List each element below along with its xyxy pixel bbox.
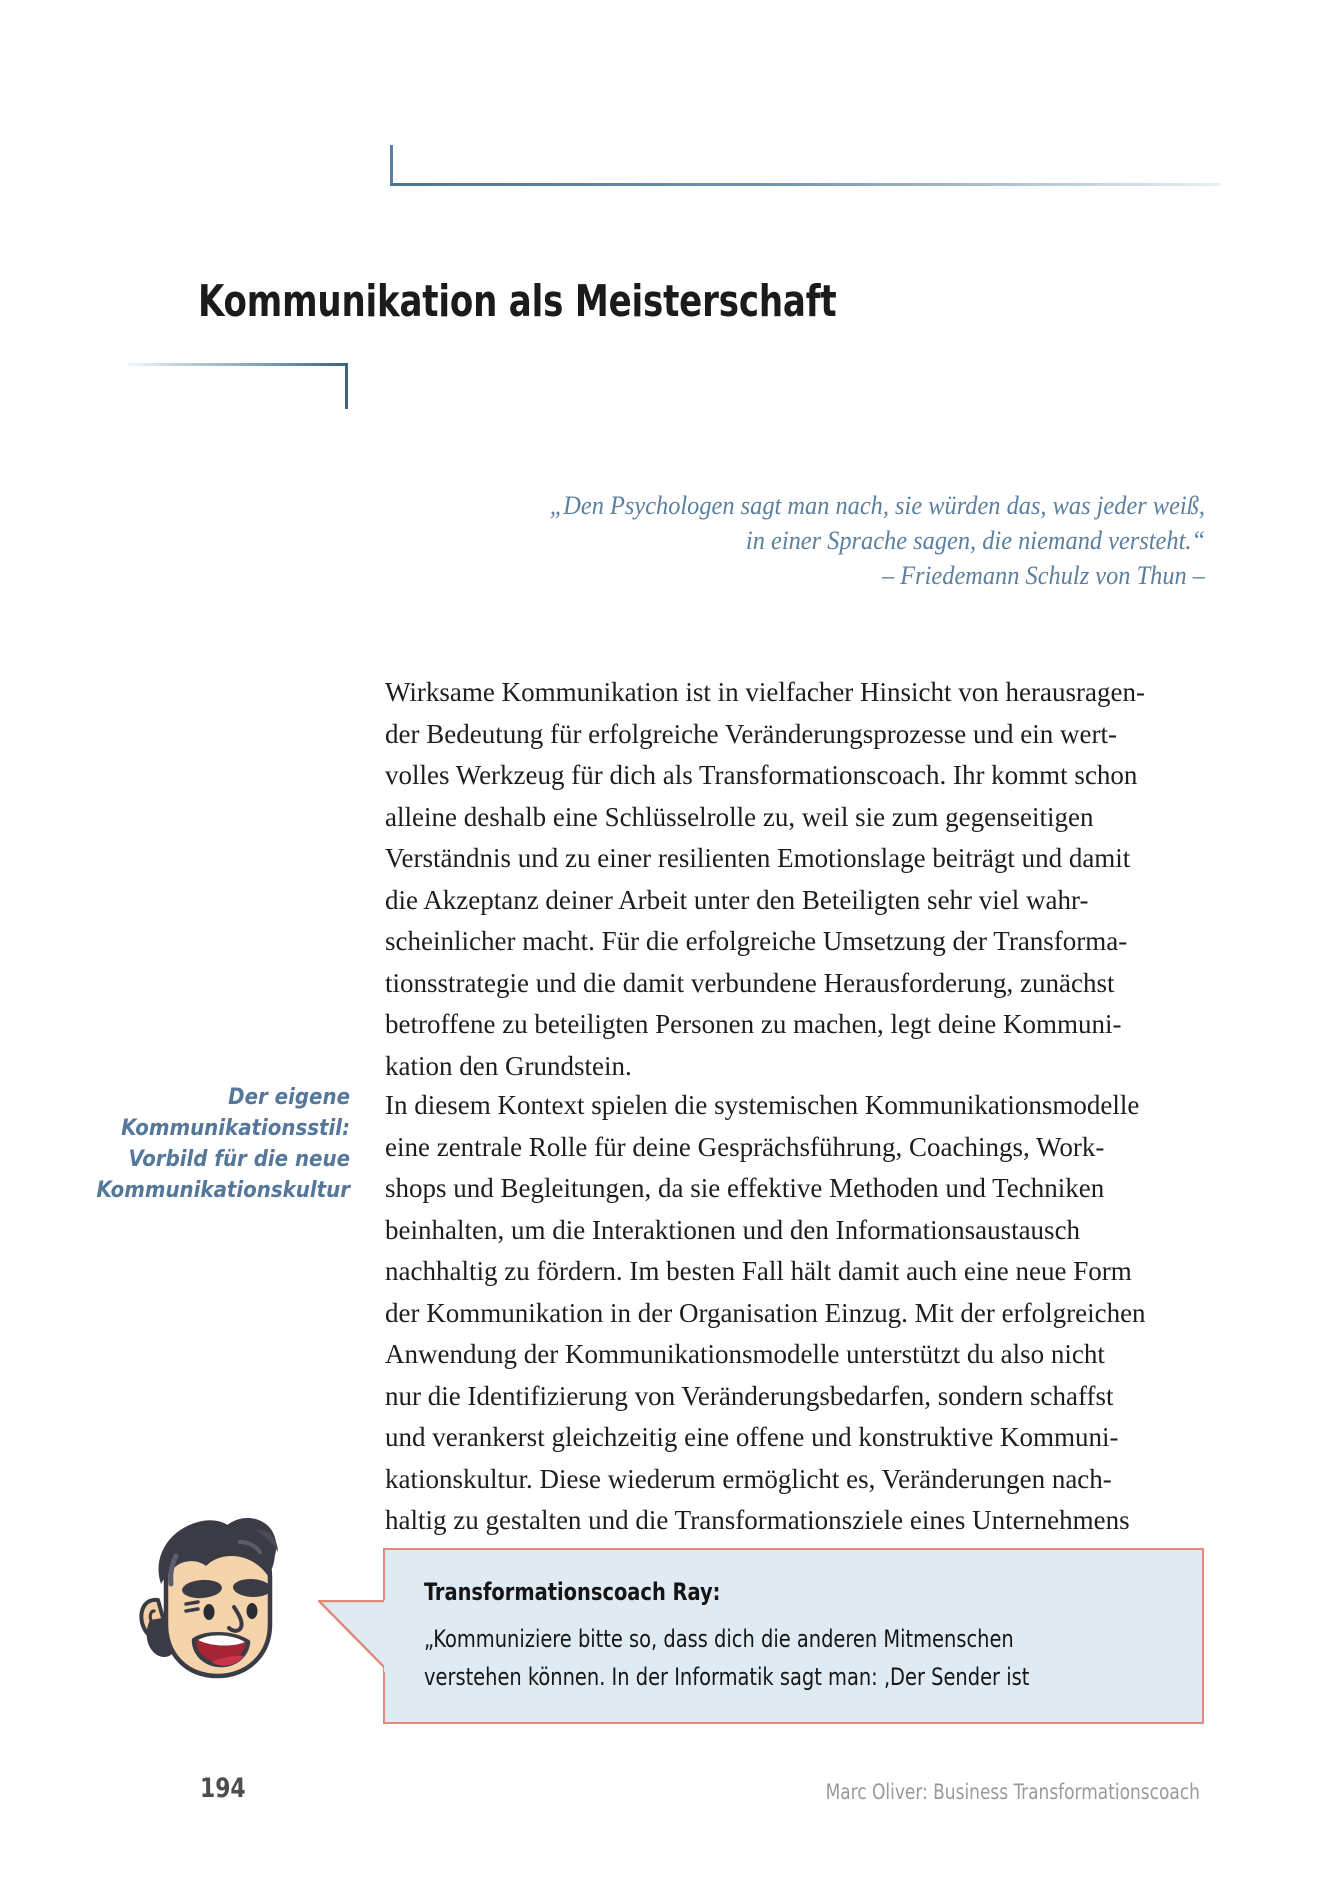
callout-quote-text xyxy=(424,1620,1124,1696)
paragraph-1-line: alleine deshalb eine Schlüsselrolle zu, weil sie zum gegenseitigen xyxy=(385,801,1094,832)
paragraph-2-line: kationskultur. Diese wiederum ermöglicht es, Veränderungen nach- xyxy=(385,1463,1112,1494)
bracket-top-horizontal-rule xyxy=(390,183,1220,186)
paragraph-2-line: Anwendung der Kommunikationsmodelle unterstützt du also nicht xyxy=(385,1339,1105,1369)
paragraph-2-line: In diesem Kontext spielen die systemischen Kommunikationsmodelle xyxy=(385,1090,1140,1120)
paragraph-2-line: eine zentrale Rolle für deine Gesprächsführung, Coachings, Work- xyxy=(385,1131,1105,1162)
paragraph-1-line: Wirksame Kommunikation ist in vielfacher Hinsicht von herausragen- xyxy=(385,677,1145,707)
margin-note-line: Kommunikationskultur xyxy=(96,1178,350,1203)
decorative-bracket-top xyxy=(390,145,1220,187)
paragraph-2-line: nachhaltig zu fördern. Im besten Fall hält damit auch eine neue Form xyxy=(385,1256,1132,1286)
decorative-bracket-sub xyxy=(128,363,348,411)
quote-attribution: – Friedemann Schulz von Thun – xyxy=(881,560,1205,590)
callout-quote-line: „Kommuniziere bitte so, dass dich die anderen Mitmenschen xyxy=(424,1625,1014,1653)
paragraph-2-line: beinhalten, um die Interaktionen und den Informationsaustausch xyxy=(385,1214,1081,1245)
coach-ray-avatar xyxy=(128,1512,313,1712)
paragraph-1-line: tionsstrategie und die damit verbundene Herausforderung, zunächst xyxy=(385,967,1115,998)
paragraph-2-line: shops und Begleitungen, da sie effektive Methoden und Techniken xyxy=(385,1173,1105,1203)
margin-note-line: Vorbild für die neue xyxy=(128,1147,350,1172)
paragraph-2-line: und verankerst gleichzeitig eine offene und konstruktive Kommuni- xyxy=(385,1422,1119,1452)
callout-content xyxy=(385,1550,1202,1696)
paragraph-1-line: volles Werkzeug für dich als Transformationscoach. Ihr kommt schon xyxy=(385,760,1138,790)
callout-quote-line: verstehen können. In der Informatik sagt man: ‚Der Sender ist xyxy=(424,1663,1030,1691)
bracket-sub-vertical-stub xyxy=(345,363,348,409)
paragraph-1-line: Verständnis und zu einer resilienten Emotionslage beiträgt und damit xyxy=(385,843,1131,873)
callout-tail-icon xyxy=(318,1600,388,1672)
bracket-top-vertical-stub xyxy=(390,145,393,185)
page-title: Kommunikation als Meisterschaft xyxy=(198,276,837,328)
margin-note xyxy=(60,1082,350,1206)
paragraph-1-line: scheinlicher macht. Für die erfolgreiche Umsetzung der Transforma- xyxy=(385,926,1128,956)
paragraph-1-line: kation den Grundstein. xyxy=(385,1050,632,1081)
paragraph-1-line: betroffene zu beteiligten Personen zu machen, legt deine Kommuni- xyxy=(385,1009,1122,1039)
quote-line-1: „Den Psychologen sagt man nach, sie würden das, was jeder weiß, xyxy=(549,490,1205,520)
callout-speaker-label: Transformationscoach Ray: xyxy=(424,1578,721,1606)
paragraph-1-text xyxy=(385,672,1215,1087)
avatar-face-icon xyxy=(128,1512,313,1712)
quote-line-2: in einer Sprache sagen, die niemand versteht.“ xyxy=(745,525,1205,555)
paragraph-2-line: nur die Identifizierung von Veränderungsbedarfen, sondern schaffst xyxy=(385,1380,1114,1411)
paragraph-2-text xyxy=(385,1085,1215,1583)
margin-note-line: Der eigene xyxy=(228,1085,350,1110)
epigraph-quote xyxy=(446,488,1205,593)
coach-callout-box xyxy=(383,1548,1204,1724)
bracket-sub-horizontal-rule xyxy=(128,363,345,366)
body-paragraph-2 xyxy=(385,1085,1215,1583)
page-number: 194 xyxy=(200,1773,246,1804)
paragraph-2-line: haltig zu gestalten und die Transformationsziele eines Unternehmens xyxy=(385,1505,1130,1535)
paragraph-1-line: der Bedeutung für erfolgreiche Veränderungsprozesse und ein wert- xyxy=(385,718,1117,749)
footer-imprint: Marc Oliver: Business Transformationscoach xyxy=(825,1780,1200,1804)
paragraph-1-line: die Akzeptanz deiner Arbeit unter den Beteiligten sehr viel wahr- xyxy=(385,884,1089,915)
paragraph-2-line: der Kommunikation in der Organisation Einzug. Mit der erfolgreichen xyxy=(385,1297,1146,1328)
body-paragraph-1 xyxy=(385,672,1215,1087)
margin-note-line: Kommunikationsstil: xyxy=(121,1116,350,1141)
